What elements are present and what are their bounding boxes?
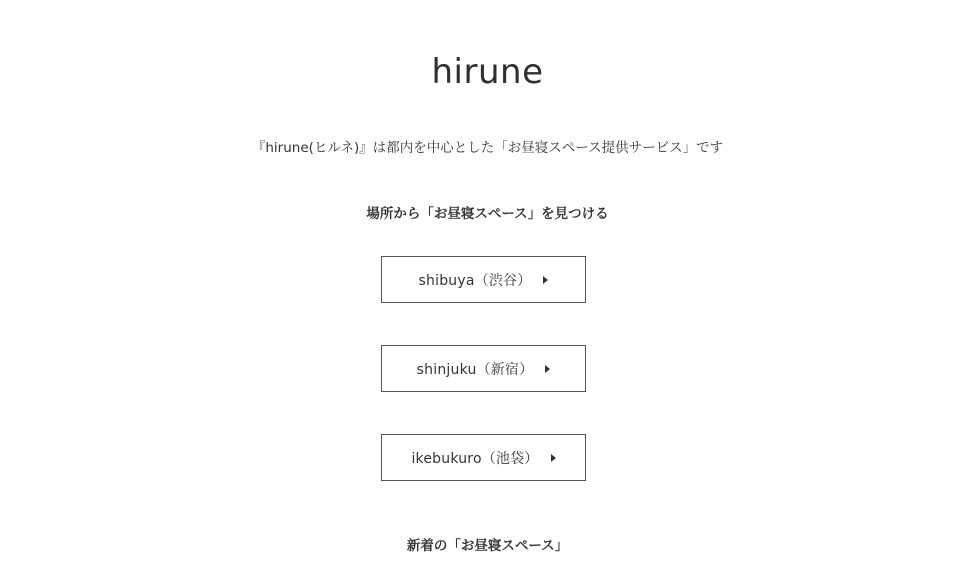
caret-right-icon (543, 276, 548, 284)
tagline: 『hirune(ヒルネ)』は都内を中心とした「お昼寝スペース提供サービス」です (251, 140, 724, 156)
new-spaces-heading: 新着の「お昼寝スペース」 (406, 538, 569, 554)
area-button-shinjuku[interactable] (381, 345, 586, 392)
find-by-location-heading: 場所から「お昼寝スペース」を見つける (366, 206, 609, 222)
area-button-label: shibuya（渋谷） (418, 272, 532, 289)
caret-right-icon (545, 365, 550, 373)
area-button-label: ikebukuro（池袋） (411, 450, 539, 467)
area-button-ikebukuro[interactable] (381, 434, 586, 481)
site-title[interactable]: hirune (431, 52, 544, 92)
caret-right-icon (551, 454, 556, 462)
area-button-label: shinjuku（新宿） (416, 361, 534, 378)
area-button-shibuya[interactable] (381, 256, 586, 303)
